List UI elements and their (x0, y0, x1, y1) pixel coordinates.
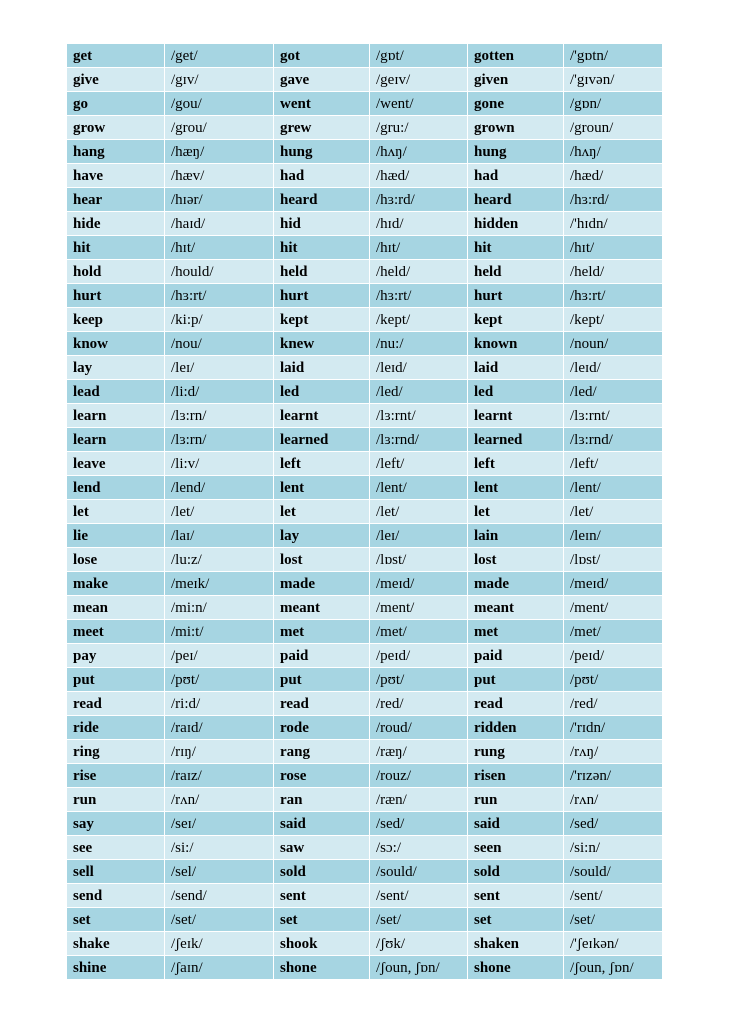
base-ipa-cell: /let/ (165, 500, 274, 524)
past-simple-cell: kept (274, 308, 370, 332)
past-participle-cell: shone (468, 956, 564, 980)
past-participle-cell: sent (468, 884, 564, 908)
past-simple-ipa-cell: /rouz/ (370, 764, 468, 788)
past-simple-ipa-cell: /leɪ/ (370, 524, 468, 548)
past-simple-ipa-cell: /hæd/ (370, 164, 468, 188)
past-participle-ipa-cell: /red/ (564, 692, 663, 716)
verb-table-body (67, 44, 663, 980)
base-form-cell: rise (67, 764, 165, 788)
table-row (67, 68, 663, 92)
past-simple-ipa-cell: /ræn/ (370, 788, 468, 812)
past-simple-ipa-cell: /hɪd/ (370, 212, 468, 236)
table-row (67, 908, 663, 932)
past-participle-ipa-cell: /met/ (564, 620, 663, 644)
base-form-cell: hold (67, 260, 165, 284)
base-ipa-cell: /lɜ:rn/ (165, 428, 274, 452)
table-row (67, 476, 663, 500)
table-row (67, 500, 663, 524)
base-form-cell: hear (67, 188, 165, 212)
past-simple-cell: had (274, 164, 370, 188)
base-form-cell: send (67, 884, 165, 908)
base-ipa-cell: /hæv/ (165, 164, 274, 188)
base-ipa-cell: /ʃeɪk/ (165, 932, 274, 956)
past-simple-ipa-cell: /hɪt/ (370, 236, 468, 260)
past-participle-ipa-cell: /'rɪzən/ (564, 764, 663, 788)
table-row (67, 596, 663, 620)
past-participle-cell: hit (468, 236, 564, 260)
table-row (67, 548, 663, 572)
past-simple-cell: paid (274, 644, 370, 668)
base-ipa-cell: /hɪt/ (165, 236, 274, 260)
past-simple-ipa-cell: /sed/ (370, 812, 468, 836)
past-participle-ipa-cell: /'rɪdn/ (564, 716, 663, 740)
past-simple-cell: heard (274, 188, 370, 212)
base-form-cell: hurt (67, 284, 165, 308)
past-participle-ipa-cell: /hʌŋ/ (564, 140, 663, 164)
past-simple-ipa-cell: /sent/ (370, 884, 468, 908)
past-participle-ipa-cell: /groun/ (564, 116, 663, 140)
base-ipa-cell: /ʃaɪn/ (165, 956, 274, 980)
table-row (67, 860, 663, 884)
past-simple-cell: learned (274, 428, 370, 452)
past-simple-ipa-cell: /gru:/ (370, 116, 468, 140)
past-participle-cell: learnt (468, 404, 564, 428)
past-simple-cell: shook (274, 932, 370, 956)
past-simple-cell: read (274, 692, 370, 716)
past-simple-cell: learnt (274, 404, 370, 428)
base-ipa-cell: /pʊt/ (165, 668, 274, 692)
base-form-cell: see (67, 836, 165, 860)
past-simple-cell: hurt (274, 284, 370, 308)
base-form-cell: lay (67, 356, 165, 380)
base-form-cell: lead (67, 380, 165, 404)
base-ipa-cell: /hɜ:rt/ (165, 284, 274, 308)
past-participle-ipa-cell: /noun/ (564, 332, 663, 356)
base-form-cell: go (67, 92, 165, 116)
base-form-cell: leave (67, 452, 165, 476)
past-participle-ipa-cell: /lent/ (564, 476, 663, 500)
table-row (67, 116, 663, 140)
base-ipa-cell: /lu:z/ (165, 548, 274, 572)
base-ipa-cell: /gou/ (165, 92, 274, 116)
base-form-cell: hang (67, 140, 165, 164)
past-simple-ipa-cell: /kept/ (370, 308, 468, 332)
base-form-cell: learn (67, 404, 165, 428)
past-simple-cell: went (274, 92, 370, 116)
base-form-cell: meet (67, 620, 165, 644)
past-simple-cell: rode (274, 716, 370, 740)
table-row (67, 284, 663, 308)
table-row (67, 212, 663, 236)
past-simple-ipa-cell: /lent/ (370, 476, 468, 500)
past-participle-ipa-cell: /si:n/ (564, 836, 663, 860)
table-row (67, 308, 663, 332)
past-participle-ipa-cell: /hɜ:rd/ (564, 188, 663, 212)
table-row (67, 380, 663, 404)
base-ipa-cell: /raɪz/ (165, 764, 274, 788)
past-participle-cell: kept (468, 308, 564, 332)
table-row (67, 956, 663, 980)
past-simple-ipa-cell: /ʃʊk/ (370, 932, 468, 956)
past-simple-cell: lay (274, 524, 370, 548)
base-form-cell: keep (67, 308, 165, 332)
past-participle-cell: left (468, 452, 564, 476)
base-form-cell: ride (67, 716, 165, 740)
base-form-cell: hide (67, 212, 165, 236)
past-simple-cell: knew (274, 332, 370, 356)
base-ipa-cell: /seɪ/ (165, 812, 274, 836)
base-form-cell: hit (67, 236, 165, 260)
base-ipa-cell: /leɪ/ (165, 356, 274, 380)
past-participle-cell: hung (468, 140, 564, 164)
past-participle-ipa-cell: /sould/ (564, 860, 663, 884)
past-participle-cell: hidden (468, 212, 564, 236)
table-row (67, 788, 663, 812)
table-row (67, 236, 663, 260)
past-participle-ipa-cell: /leɪn/ (564, 524, 663, 548)
base-ipa-cell: /mi:n/ (165, 596, 274, 620)
past-participle-ipa-cell: /led/ (564, 380, 663, 404)
past-participle-ipa-cell: /kept/ (564, 308, 663, 332)
past-participle-ipa-cell: /hɜ:rt/ (564, 284, 663, 308)
past-simple-ipa-cell: /went/ (370, 92, 468, 116)
past-simple-cell: held (274, 260, 370, 284)
base-ipa-cell: /mi:t/ (165, 620, 274, 644)
base-form-cell: read (67, 692, 165, 716)
base-form-cell: mean (67, 596, 165, 620)
past-participle-ipa-cell: /'ʃeɪkən/ (564, 932, 663, 956)
past-simple-cell: rang (274, 740, 370, 764)
past-participle-ipa-cell: /rʌŋ/ (564, 740, 663, 764)
past-participle-ipa-cell: /ʃoun, ʃɒn/ (564, 956, 663, 980)
past-simple-ipa-cell: /let/ (370, 500, 468, 524)
past-simple-ipa-cell: /lɜ:rnt/ (370, 404, 468, 428)
past-participle-cell: meant (468, 596, 564, 620)
past-participle-cell: met (468, 620, 564, 644)
table-row (67, 452, 663, 476)
past-simple-cell: gave (274, 68, 370, 92)
past-participle-cell: given (468, 68, 564, 92)
table-row (67, 620, 663, 644)
table-row (67, 164, 663, 188)
past-participle-cell: grown (468, 116, 564, 140)
table-row (67, 428, 663, 452)
past-participle-ipa-cell: /gɒn/ (564, 92, 663, 116)
past-simple-cell: put (274, 668, 370, 692)
base-ipa-cell: /send/ (165, 884, 274, 908)
past-participle-cell: made (468, 572, 564, 596)
past-participle-cell: seen (468, 836, 564, 860)
past-simple-cell: met (274, 620, 370, 644)
table-row (67, 932, 663, 956)
table-row (67, 884, 663, 908)
table-row (67, 332, 663, 356)
base-form-cell: shine (67, 956, 165, 980)
past-participle-cell: lain (468, 524, 564, 548)
past-simple-cell: lent (274, 476, 370, 500)
base-ipa-cell: /gɪv/ (165, 68, 274, 92)
past-participle-cell: hurt (468, 284, 564, 308)
base-ipa-cell: /si:/ (165, 836, 274, 860)
base-ipa-cell: /ri:d/ (165, 692, 274, 716)
past-participle-cell: said (468, 812, 564, 836)
past-participle-ipa-cell: /lɒst/ (564, 548, 663, 572)
base-form-cell: lose (67, 548, 165, 572)
past-participle-cell: known (468, 332, 564, 356)
past-participle-cell: laid (468, 356, 564, 380)
past-participle-ipa-cell: /'hɪdn/ (564, 212, 663, 236)
past-simple-ipa-cell: /set/ (370, 908, 468, 932)
base-form-cell: shake (67, 932, 165, 956)
table-row (67, 92, 663, 116)
base-ipa-cell: /set/ (165, 908, 274, 932)
base-ipa-cell: /lɜ:rn/ (165, 404, 274, 428)
past-simple-cell: lost (274, 548, 370, 572)
table-row (67, 140, 663, 164)
base-form-cell: get (67, 44, 165, 68)
table-row (67, 764, 663, 788)
past-participle-ipa-cell: /pʊt/ (564, 668, 663, 692)
base-ipa-cell: /hould/ (165, 260, 274, 284)
base-form-cell: sell (67, 860, 165, 884)
past-simple-ipa-cell: /held/ (370, 260, 468, 284)
past-simple-cell: sold (274, 860, 370, 884)
base-form-cell: put (67, 668, 165, 692)
past-participle-cell: had (468, 164, 564, 188)
past-participle-cell: let (468, 500, 564, 524)
base-ipa-cell: /rʌn/ (165, 788, 274, 812)
past-simple-cell: rose (274, 764, 370, 788)
past-simple-ipa-cell: /left/ (370, 452, 468, 476)
base-form-cell: lie (67, 524, 165, 548)
past-simple-cell: meant (274, 596, 370, 620)
past-participle-ipa-cell: /held/ (564, 260, 663, 284)
past-simple-ipa-cell: /hɜ:rd/ (370, 188, 468, 212)
past-simple-ipa-cell: /sɔ:/ (370, 836, 468, 860)
past-simple-cell: hung (274, 140, 370, 164)
past-participle-cell: lent (468, 476, 564, 500)
past-participle-cell: gotten (468, 44, 564, 68)
past-simple-ipa-cell: /met/ (370, 620, 468, 644)
past-simple-ipa-cell: /roud/ (370, 716, 468, 740)
past-participle-cell: held (468, 260, 564, 284)
base-ipa-cell: /get/ (165, 44, 274, 68)
base-ipa-cell: /li:v/ (165, 452, 274, 476)
past-simple-cell: grew (274, 116, 370, 140)
past-participle-cell: paid (468, 644, 564, 668)
past-participle-cell: lost (468, 548, 564, 572)
base-form-cell: lend (67, 476, 165, 500)
table-row (67, 188, 663, 212)
past-simple-ipa-cell: /lɒst/ (370, 548, 468, 572)
base-ipa-cell: /rɪŋ/ (165, 740, 274, 764)
past-participle-ipa-cell: /leɪd/ (564, 356, 663, 380)
past-simple-ipa-cell: /leɪd/ (370, 356, 468, 380)
past-participle-cell: shaken (468, 932, 564, 956)
base-form-cell: set (67, 908, 165, 932)
base-form-cell: let (67, 500, 165, 524)
base-ipa-cell: /grou/ (165, 116, 274, 140)
table-row (67, 260, 663, 284)
past-participle-cell: learned (468, 428, 564, 452)
past-participle-cell: heard (468, 188, 564, 212)
table-row (67, 812, 663, 836)
past-participle-ipa-cell: /ment/ (564, 596, 663, 620)
base-ipa-cell: /hæŋ/ (165, 140, 274, 164)
base-form-cell: ring (67, 740, 165, 764)
past-simple-ipa-cell: /red/ (370, 692, 468, 716)
past-simple-ipa-cell: /hʌŋ/ (370, 140, 468, 164)
past-participle-ipa-cell: /left/ (564, 452, 663, 476)
past-simple-cell: left (274, 452, 370, 476)
past-simple-cell: got (274, 44, 370, 68)
past-participle-ipa-cell: /hæd/ (564, 164, 663, 188)
past-simple-cell: ran (274, 788, 370, 812)
past-participle-ipa-cell: /set/ (564, 908, 663, 932)
past-participle-cell: read (468, 692, 564, 716)
table-row (67, 572, 663, 596)
past-participle-ipa-cell: /hɪt/ (564, 236, 663, 260)
past-participle-ipa-cell: /peɪd/ (564, 644, 663, 668)
base-ipa-cell: /meɪk/ (165, 572, 274, 596)
base-ipa-cell: /haɪd/ (165, 212, 274, 236)
past-simple-ipa-cell: /geɪv/ (370, 68, 468, 92)
past-simple-ipa-cell: /hɜ:rt/ (370, 284, 468, 308)
past-participle-ipa-cell: /rʌn/ (564, 788, 663, 812)
past-simple-cell: shone (274, 956, 370, 980)
past-participle-ipa-cell: /meɪd/ (564, 572, 663, 596)
base-form-cell: run (67, 788, 165, 812)
past-simple-cell: let (274, 500, 370, 524)
past-simple-cell: led (274, 380, 370, 404)
past-participle-cell: run (468, 788, 564, 812)
base-form-cell: grow (67, 116, 165, 140)
past-simple-ipa-cell: /lɜ:rnd/ (370, 428, 468, 452)
base-ipa-cell: /hɪər/ (165, 188, 274, 212)
past-simple-cell: sent (274, 884, 370, 908)
past-participle-cell: ridden (468, 716, 564, 740)
past-participle-cell: rung (468, 740, 564, 764)
table-row (67, 716, 663, 740)
past-participle-cell: gone (468, 92, 564, 116)
base-form-cell: know (67, 332, 165, 356)
base-form-cell: give (67, 68, 165, 92)
base-form-cell: say (67, 812, 165, 836)
past-participle-ipa-cell: /'gɒtn/ (564, 44, 663, 68)
past-simple-ipa-cell: /meɪd/ (370, 572, 468, 596)
past-participle-cell: sold (468, 860, 564, 884)
past-participle-ipa-cell: /sent/ (564, 884, 663, 908)
past-simple-cell: hit (274, 236, 370, 260)
base-ipa-cell: /laɪ/ (165, 524, 274, 548)
base-form-cell: make (67, 572, 165, 596)
past-simple-cell: set (274, 908, 370, 932)
base-ipa-cell: /ki:p/ (165, 308, 274, 332)
table-row (67, 356, 663, 380)
past-simple-ipa-cell: /gɒt/ (370, 44, 468, 68)
table-row (67, 740, 663, 764)
irregular-verbs-table (66, 43, 663, 980)
past-simple-cell: laid (274, 356, 370, 380)
past-participle-ipa-cell: /let/ (564, 500, 663, 524)
past-simple-cell: made (274, 572, 370, 596)
table-row (67, 692, 663, 716)
table-row (67, 524, 663, 548)
past-simple-ipa-cell: /ʃoun, ʃɒn/ (370, 956, 468, 980)
base-form-cell: have (67, 164, 165, 188)
past-participle-cell: risen (468, 764, 564, 788)
past-simple-ipa-cell: /peɪd/ (370, 644, 468, 668)
table-row (67, 836, 663, 860)
past-simple-cell: saw (274, 836, 370, 860)
base-ipa-cell: /nou/ (165, 332, 274, 356)
past-simple-ipa-cell: /nu:/ (370, 332, 468, 356)
table-row (67, 404, 663, 428)
past-simple-ipa-cell: /ræŋ/ (370, 740, 468, 764)
past-simple-ipa-cell: /ment/ (370, 596, 468, 620)
table-row (67, 668, 663, 692)
past-simple-cell: hid (274, 212, 370, 236)
past-participle-ipa-cell: /sed/ (564, 812, 663, 836)
base-form-cell: learn (67, 428, 165, 452)
past-participle-cell: put (468, 668, 564, 692)
past-participle-cell: set (468, 908, 564, 932)
past-participle-cell: led (468, 380, 564, 404)
base-ipa-cell: /peɪ/ (165, 644, 274, 668)
base-ipa-cell: /lend/ (165, 476, 274, 500)
base-ipa-cell: /li:d/ (165, 380, 274, 404)
table-row (67, 44, 663, 68)
base-ipa-cell: /sel/ (165, 860, 274, 884)
past-participle-ipa-cell: /lɜ:rnt/ (564, 404, 663, 428)
past-simple-ipa-cell: /pʊt/ (370, 668, 468, 692)
past-participle-ipa-cell: /lɜ:rnd/ (564, 428, 663, 452)
past-simple-ipa-cell: /sould/ (370, 860, 468, 884)
past-participle-ipa-cell: /'gɪvən/ (564, 68, 663, 92)
base-form-cell: pay (67, 644, 165, 668)
past-simple-cell: said (274, 812, 370, 836)
past-simple-ipa-cell: /led/ (370, 380, 468, 404)
table-row (67, 644, 663, 668)
base-ipa-cell: /raɪd/ (165, 716, 274, 740)
